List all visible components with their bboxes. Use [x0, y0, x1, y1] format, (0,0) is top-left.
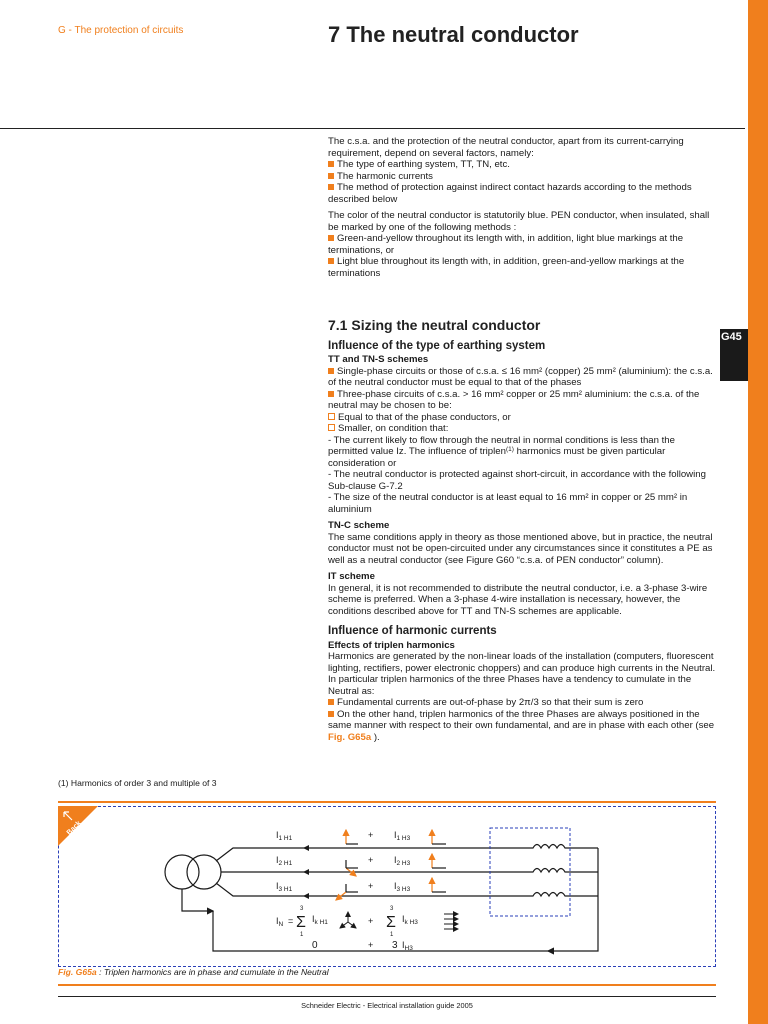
label-i1h1: $I_{1 H1}$ — [276, 830, 293, 842]
plus-2: + — [368, 855, 374, 865]
intro-bullet-5: Light blue throughout its length with, in addition, green-and-yellow markings at the terminations — [328, 256, 685, 279]
fundamental-phasor-3 — [336, 884, 358, 900]
label-zero: 0 — [312, 940, 318, 951]
section-heading: 7.1 Sizing the neutral conductor — [328, 317, 541, 333]
plus-3: + — [368, 881, 374, 891]
heading-triplen: Effects of triplen harmonics — [328, 639, 455, 651]
fundamental-sum-phasor — [340, 912, 356, 928]
intro-bullet-1: The type of earthing system, TT, TN, etc. — [328, 159, 716, 171]
page-tab-block — [720, 343, 748, 381]
footnote: (1) Harmonics of order 3 and multiple of 3 — [58, 778, 217, 788]
harmonics-bullet-1: Fundamental currents are out-of-phase by 2π/3 so that their sum is zero — [328, 697, 716, 709]
intro-bullet-2: The harmonic currents — [328, 171, 716, 183]
tnc-paragraph: The same conditions apply in theory as those mentioned above, but in practice, the neutral conductor must not be open-circuited under any circumstances since it constitutes a PE as well as a neutral conductor (see Figure G60 “c.s.a. of PEN conductor” column). — [328, 531, 713, 566]
sigma-1: Σ — [296, 914, 306, 931]
bullet-open-square-icon — [328, 413, 335, 420]
sigma-2-top: 3 — [390, 906, 394, 912]
bullet-square-icon — [328, 173, 334, 179]
h3-phasor-2 — [432, 854, 446, 868]
label-i2h1: $I_{2 H1}$ — [276, 855, 293, 867]
sigma-2-bottom: 1 — [390, 932, 394, 938]
heading-tnc-scheme: TN-C scheme — [328, 520, 390, 531]
fundamental-phasor-2 — [346, 860, 358, 876]
figure-caption: Fig. G65a : Triplen harmonics are in phase and cumulate in the Neutral — [58, 967, 329, 977]
bullet-square-icon — [328, 235, 334, 241]
triplen-harmonics-diagram — [58, 806, 718, 966]
label-i3h3: $I_{3 H3}$ — [394, 881, 411, 893]
figure-top-rule — [58, 801, 716, 803]
tt-dash-2: - The neutral conductor is protected against short-circuit, in accordance with the following Sub-clause G-7.2 — [328, 469, 706, 492]
bullet-square-icon — [328, 699, 334, 705]
tt-dash-3: - The size of the neutral conductor is at least equal to 16 mm² in copper or 25 mm² in aluminium — [328, 492, 688, 515]
side-accent-bar — [748, 0, 768, 1024]
bullet-square-icon — [328, 258, 334, 264]
bullet-square-icon — [328, 184, 334, 190]
bullet-square-icon — [328, 711, 334, 717]
intro-section — [328, 136, 716, 279]
bullet-open-square-icon — [328, 424, 335, 431]
label-i1h3: $I_{1 H3}$ — [394, 830, 411, 842]
equals-sign: = — [288, 916, 294, 926]
bullet-square-icon — [328, 368, 334, 374]
page-number: G45 — [721, 331, 742, 343]
h3-phasor-1 — [432, 830, 446, 844]
tt-option-1: Equal to that of the phase conductors, or — [328, 412, 716, 424]
harmonics-paragraph: Harmonics are generated by the non-linear loads of the installation (computers, fluorescent lighting, rectifiers, power electronic choppers) and can produce high currents in the Neutral. In particular triplen harmonics of the three Phases have a tendency to cumulate in the Neutral as: — [328, 651, 716, 697]
tt-dash-1: - The current likely to flow through the neutral in normal conditions is less than the permitted value Iz. The influence of triplen$^{(1)}$ harmonics must be given particular consideration or — [328, 434, 675, 469]
section-label: G - The protection of circuits — [58, 25, 184, 36]
plus-5: + — [368, 940, 374, 950]
figure-bottom-rule — [58, 984, 716, 986]
subheading-earthing: Influence of the type of earthing system — [328, 339, 546, 352]
load-coils-icon — [523, 845, 598, 897]
plus-4: + — [368, 916, 374, 926]
back-label: Back — [65, 819, 83, 837]
h3-phasor-3 — [432, 878, 446, 892]
footer-text: Schneider Electric - Electrical installation guide 2005 — [301, 1001, 473, 1010]
section-7-1 — [328, 317, 716, 743]
figure-link[interactable]: Fig. G65a — [328, 731, 372, 743]
label-ikh1: $I_{k H1}$ — [312, 914, 328, 926]
label-ih3: $I_{H3}$ — [402, 940, 413, 952]
intro-bullet-3: The method of protection against indirect contact hazards according to the methods described below — [328, 182, 692, 205]
sigma-1-bottom: 1 — [300, 932, 304, 938]
plus-1: + — [368, 830, 374, 840]
fundamental-phasor-1 — [346, 830, 358, 844]
wire-current-arrows — [304, 848, 316, 896]
label-in: $I_N$ — [276, 916, 284, 928]
h3-sum-arrows — [444, 914, 458, 929]
label-three: 3 — [392, 940, 398, 951]
it-paragraph: In general, it is not recommended to distribute the neutral conductor, i.e. a 3-phase 3-wire scheme is preferred. When a 3-phase 4-wire installation is necessary, however, the conditions described above for TT and TN-S schemes are applicable. — [328, 582, 708, 617]
tt-bullet-2: Three-phase circuits of c.s.a. > 16 mm² copper or 25 mm² aluminium: the c.s.a. of the neutral may be chosen to be: — [328, 388, 700, 411]
transformer-icon — [165, 855, 221, 889]
chapter-title: 7 The neutral conductor — [328, 22, 579, 47]
bullet-square-icon — [328, 161, 334, 167]
heading-tt-schemes: TT and TN-S schemes — [328, 354, 429, 365]
intro-bullet-4: Green-and-yellow throughout its length with, in addition, light blue markings at the terminations, or — [328, 233, 684, 256]
label-ikh3: $I_{k H3}$ — [402, 914, 418, 926]
label-i3h1: $I_{3 H1}$ — [276, 881, 293, 893]
subheading-harmonics: Influence of harmonic currents — [328, 625, 497, 637]
harmonics-bullet-2: On the other hand, triplen harmonics of the three Phases are always positioned in the same manner with respect to their own fundamental, and are in phase with each other (see Fig. G65a ). — [328, 708, 715, 743]
sigma-1-top: 3 — [300, 906, 304, 912]
bullet-square-icon — [328, 391, 334, 397]
tt-option-2: Smaller, on condition that: — [328, 423, 716, 435]
header-divider — [0, 128, 745, 129]
heading-it-scheme: IT scheme — [328, 571, 375, 582]
footer-divider — [58, 996, 716, 997]
intro-paragraph-1: The c.s.a. and the protection of the neutral conductor, apart from its current-carrying requirement, depend on several factors, namely: — [328, 136, 684, 159]
back-button[interactable] — [58, 806, 98, 846]
intro-paragraph-2: The color of the neutral conductor is statutorily blue. PEN conductor, when insulated, shall be marked by one of the following methods : — [328, 210, 710, 233]
sigma-2: Σ — [386, 914, 396, 931]
label-i2h3: $I_{2 H3}$ — [394, 855, 411, 867]
tt-bullet-1: Single-phase circuits or those of c.s.a. ≤ 16 mm² (copper) 25 mm² (aluminium): the c.s.a. of the neutral conductor must be equal to that of the phases — [328, 365, 713, 388]
